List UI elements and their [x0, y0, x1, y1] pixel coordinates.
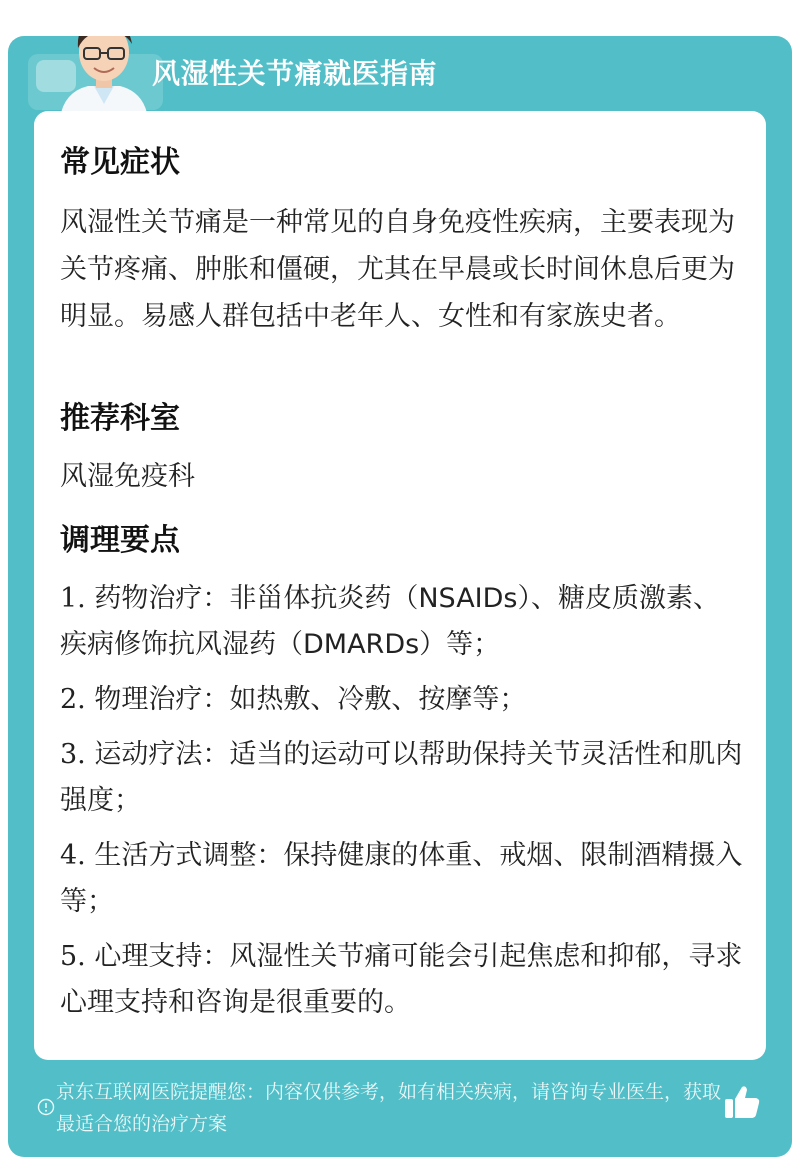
page-title: 风湿性关节痛就医指南 [152, 57, 438, 90]
guide-panel [8, 36, 792, 1157]
symptoms-text: 风湿性关节痛是一种常见的自身免疫性疾病，主要表现为关节疼痛、肿胀和僵硬，尤其在早晨或长时间休息后更为明显。易感人群包括中老年人、女性和有家族史者。 [60, 207, 735, 332]
care-item-text: 心理支持：风湿性关节痛可能会引起焦虑和抑郁，寻求心理支持和咨询是很重要的。 [60, 941, 743, 1018]
care-item-2 [60, 677, 744, 723]
care-item-text: 药物治疗：非甾体抗炎药（NSAIDs）、糖皮质激素、疾病修饰抗风湿药（DMARDs）等； [60, 583, 720, 660]
department-text: 风湿免疫科 [60, 461, 195, 492]
care-item-5 [60, 934, 744, 1026]
care-item-number: 4. [60, 840, 86, 871]
care-item-number: 3. [60, 739, 86, 770]
care-item-4 [60, 833, 744, 925]
info-icon [37, 1098, 55, 1116]
care-item-number: 1. [60, 583, 86, 614]
care-item-number: 5. [60, 941, 86, 972]
department-heading: 推荐科室 [60, 401, 180, 436]
care-item-1 [60, 576, 744, 668]
footer-notice: 京东互联网医院提醒您：内容仅供参考，如有相关疾病，请咨询专业医生，获取最适合您的治疗方案 [56, 1081, 722, 1135]
care-item-3 [60, 732, 744, 824]
care-item-text: 运动疗法：适当的运动可以帮助保持关节灵活性和肌肉强度； [60, 739, 743, 816]
care-item-text: 物理治疗：如热敷、冷敷、按摩等； [94, 684, 527, 715]
doctor-avatar-icon [48, 36, 160, 118]
symptoms-heading: 常见症状 [60, 145, 180, 180]
content-card [34, 111, 766, 1060]
thumbs-up-icon[interactable] [722, 1083, 762, 1121]
care-item-number: 2. [60, 684, 86, 715]
care-item-text: 生活方式调整：保持健康的体重、戒烟、限制酒精摄入等； [60, 840, 743, 917]
care-heading: 调理要点 [60, 523, 180, 558]
